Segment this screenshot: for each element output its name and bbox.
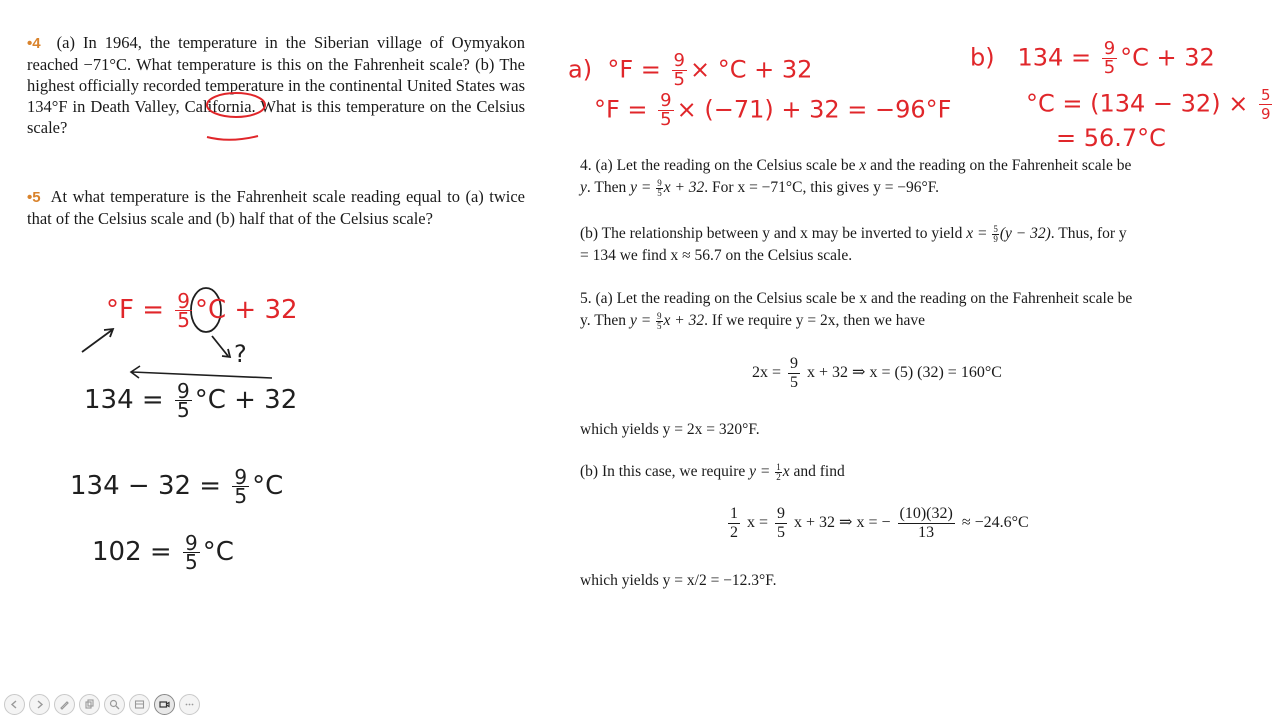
ink-eq: 134 = (84, 385, 172, 415)
ink-red-line-2 (594, 92, 951, 129)
solution-4b (580, 223, 1210, 267)
solution-eq: y = (630, 179, 656, 196)
ink-fraction-9-5: $\frac{9}{5}$ (176, 379, 190, 422)
ink-fraction-9-5: $\frac{9}{5}$ (184, 531, 198, 574)
ink-eq: × °C + 32 (689, 55, 813, 84)
ink-eq: °C = (134 − 32) × (1026, 89, 1256, 118)
solution-text: 4. (a) Let the reading on the Celsius scale be (580, 157, 860, 174)
ink-red-b-line-3: = 56.7°C (1056, 124, 1166, 152)
ink-fraction-5-9: $\frac{5}{9}$ (1260, 86, 1271, 123)
arrow-down-q (212, 336, 230, 357)
problem-5 (27, 186, 525, 229)
ink-fraction-9-5: $\frac{9}{5}$ (660, 90, 672, 130)
fraction-5-9: $\frac{5}{9}$ (993, 223, 998, 244)
forward-icon[interactable] (29, 694, 50, 715)
ink-fraction-9-5: $\frac{9}{5}$ (673, 50, 685, 90)
equation-5b (725, 505, 1029, 542)
ink-left-question: ? (234, 340, 247, 368)
ink-left-eq4 (92, 531, 234, 574)
problem-4 (27, 32, 525, 138)
back-icon[interactable] (4, 694, 25, 715)
ink-red-block-a (568, 52, 812, 89)
ink-eq: °F = (106, 295, 173, 325)
ink-fraction-9-5: $\frac{9}{5}$ (234, 465, 248, 508)
equation-text: x + 32 ⇒ x = (5) (32) = 160°C (807, 364, 1002, 382)
solution-text: . Thus, for y (1050, 225, 1127, 242)
ink-eq: °C + 32 (194, 385, 298, 415)
ink-eq: 134 − 32 = (70, 471, 230, 501)
solution-text: . Then (586, 179, 631, 196)
solution-eq: x = (966, 225, 992, 242)
fraction-9-5: $\frac{9}{5}$ (657, 177, 662, 198)
ink-eq: 134 = (1017, 43, 1099, 72)
pen-icon[interactable] (54, 694, 75, 715)
solution-text: and the reading on the Fahrenheit scale be (866, 157, 1132, 174)
solution-text: and find (789, 463, 845, 480)
solution-text: (b) In this case, we require (580, 463, 750, 480)
solution-5b-result: which yields y = x/2 = −12.3°F. (580, 572, 777, 589)
ink-fraction-9-5: $\frac{9}{5}$ (177, 289, 191, 332)
equation-5a (752, 355, 1002, 392)
equation-text: x = (747, 514, 769, 532)
ink-red-b-line-2 (1026, 86, 1275, 123)
solution-text: y. Then (580, 312, 630, 329)
ink-eq: °F = (594, 95, 656, 124)
solution-text: . If we require y = 2x, then we have (704, 312, 926, 329)
ink-eq: °C + 32 (195, 295, 298, 325)
ink-label-b: b) (970, 43, 995, 72)
ink-eq: 102 = (92, 537, 180, 567)
solution-text: . For x = −71°C, this gives y = −96°F. (704, 179, 940, 196)
ink-eq: °C + 32 (1120, 43, 1215, 72)
presentation-toolbar (4, 694, 200, 715)
solution-eq: y = (629, 312, 656, 329)
slides-icon[interactable] (129, 694, 150, 715)
copy-icon[interactable] (79, 694, 100, 715)
fraction-9-5: $\frac{9}{5}$ (790, 355, 799, 391)
ink-eq: °C (202, 537, 234, 567)
fraction-1-2: $\frac{1}{2}$ (776, 461, 781, 482)
solution-eq: (y − 32) (999, 225, 1051, 242)
problem-5-number: •5 (27, 189, 41, 206)
zoom-icon[interactable] (104, 694, 125, 715)
solution-text: 5. (a) Let the reading on the Celsius scale be x and the reading on the Fahrenheit scale be (580, 290, 1133, 307)
ink-eq: °C (252, 471, 284, 501)
check-arrow (82, 329, 113, 352)
solution-var: y (580, 179, 587, 196)
ink-left-eq3 (70, 465, 284, 508)
solution-eq: y = (749, 463, 775, 480)
ink-left-eq1 (106, 289, 298, 332)
solution-text: = 134 we find x ≈ 56.7 on the Celsius scale. (580, 247, 853, 264)
ink-label-a: a) (568, 55, 593, 84)
solution-4a (580, 155, 1210, 199)
problem-4-text: (a) In 1964, the temperature in the Siberian village of Oymyakon reached −71°C. What temperature is this on the Fahrenheit scale? (b) The highest officially recorded temperature in the continental United States was 134°F in Death Valley, California. What is this temperature on the Celsius scale? (27, 33, 526, 137)
solution-eq: x + 32 (663, 312, 705, 329)
equation-text: ≈ −24.6°C (961, 514, 1029, 532)
ink-eq: °F = (607, 55, 669, 84)
problem-5-text: At what temperature is the Fahrenheit scale reading equal to (a) twice that of the Celsius scale and (b) half that of the Celsius scale? (27, 187, 525, 228)
ink-fraction-9-5: $\frac{9}{5}$ (1103, 38, 1116, 78)
solution-5a-result: which yields y = 2x = 320°F. (580, 421, 760, 438)
fraction-9-5: $\frac{9}{5}$ (777, 505, 786, 541)
equation-text: 2x = (752, 364, 782, 382)
fraction-9-5: $\frac{9}{5}$ (657, 310, 662, 331)
solution-5b (580, 461, 845, 483)
fraction-1-2: $\frac{1}{2}$ (730, 505, 738, 541)
camera-icon[interactable] (154, 694, 175, 715)
solution-var: x (859, 157, 867, 174)
problem-4-number: •4 (27, 35, 41, 52)
equation-text: x + 32 ⇒ x = − (794, 514, 891, 532)
solution-eq: x (782, 463, 790, 480)
fraction-10-32-13: $\frac{(10)(32)}{13}$ (899, 505, 953, 541)
solution-text: (b) The relationship between y and x may be inverted to yield (580, 225, 967, 242)
solution-5a (580, 288, 1210, 332)
solution-eq: x + 32 (663, 179, 705, 196)
ink-left-eq2 (84, 379, 298, 422)
arrow-left (131, 366, 272, 378)
ink-eq: × (−71) + 32 = −96°F (676, 95, 952, 124)
ink-red-block-b (970, 40, 1215, 77)
more-icon[interactable] (179, 694, 200, 715)
